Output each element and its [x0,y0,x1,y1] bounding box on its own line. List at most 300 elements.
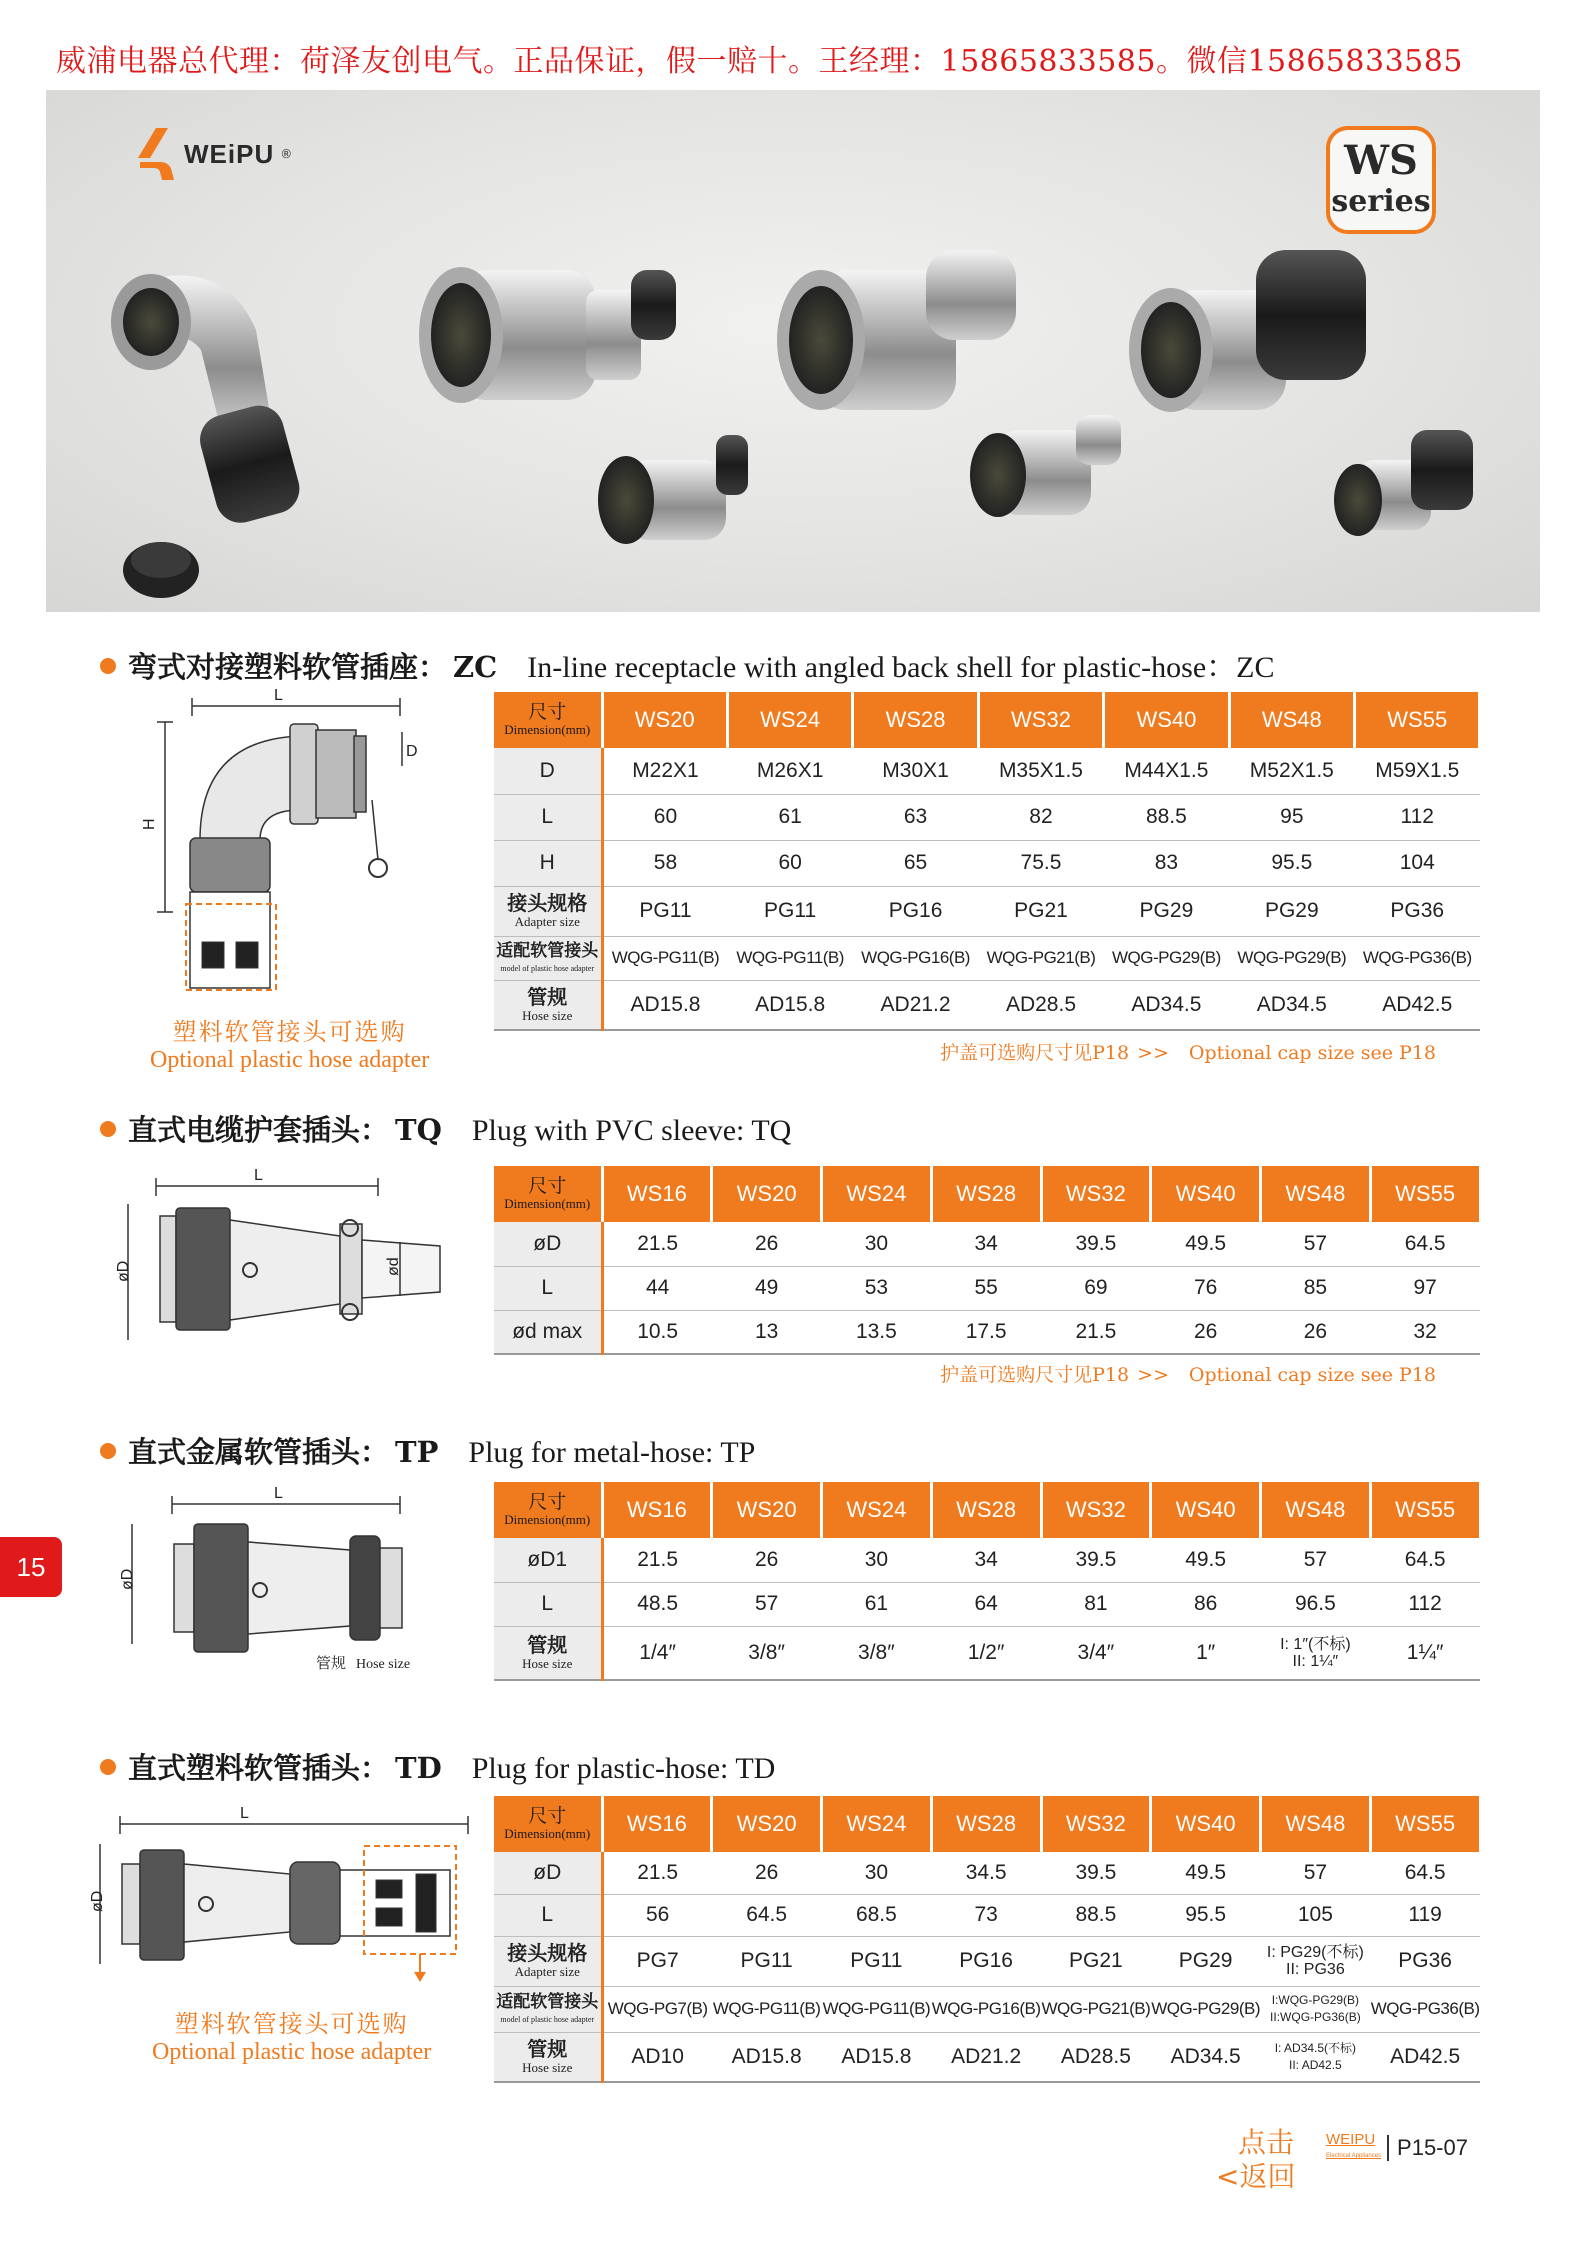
table-cell: 88.5 [1104,794,1229,840]
row-label [494,2032,602,2082]
page-number-tab: 15 [0,1537,62,1597]
table-cell: AD42.5 [1355,980,1480,1030]
header-label-en: Dimension(mm) [504,1826,591,1841]
table-cell: 34.5 [931,1852,1041,1894]
header-label-cn: 尺寸 [528,1806,567,1827]
footer-brand [1326,2132,1468,2164]
table-cell: PG16 [931,1936,1041,1986]
ws-series-badge [1326,126,1436,234]
column-header: WS16 [602,1166,712,1222]
table-cell: 30 [822,1538,932,1582]
row-label-main: 接头规格 [507,1943,588,1965]
table-row [494,2032,1480,2082]
table-cell: 75.5 [978,840,1103,886]
column-header: WS20 [712,1482,822,1538]
table-cell: 73 [931,1894,1041,1936]
table-cell: PG16 [853,886,978,936]
table-cell: 112 [1370,1582,1480,1626]
dim-label-od: øD [89,1890,106,1912]
footer-brand-text: WEIPU [1326,2131,1376,2148]
row-label [494,1936,602,1986]
row-label-main: 管规 [527,1634,568,1657]
table-row [494,1936,1480,1986]
dim-label-od: øD [119,1568,136,1590]
table-cell [1261,1936,1371,1986]
table-cell: 86 [1151,1582,1261,1626]
table-row [494,748,1480,794]
row-label-main: D [539,758,555,782]
table-cell: WQG-PG36(B) [1355,936,1480,980]
column-header: WS28 [931,1482,1041,1538]
table-cell: 21.5 [1041,1310,1151,1354]
table-cell: 1¼″ [1370,1626,1480,1680]
table-cell: PG36 [1355,886,1480,936]
table-cell [1261,2032,1371,2082]
column-header: WS24 [822,1166,932,1222]
section-title-code: TD [395,1751,442,1785]
table-cell: 3/8″ [822,1626,932,1680]
table-cell: 34 [931,1222,1041,1266]
table-cell: 34 [931,1538,1041,1582]
table-cell: 61 [727,794,852,840]
tq-dimension-drawing [100,1164,460,1354]
table-cell: WQG-PG29(B) [1229,936,1354,980]
tp-dimension-drawing [110,1484,450,1674]
row-label-sub: Hose size [522,1655,573,1671]
row-label-sub: Adapter size [514,914,580,929]
table-row [494,1852,1480,1894]
table-cell: M22X1 [602,748,727,794]
table-cell: 112 [1355,794,1480,840]
tq-cap-note [940,1360,1436,1387]
table-cell: 1″ [1151,1626,1261,1680]
table-cell: 49 [712,1266,822,1310]
table-cell: WQG-PG29(B) [1104,936,1229,980]
table-cell: 64.5 [1370,1852,1480,1894]
table-cell: PG21 [1041,1936,1151,1986]
row-label [494,1310,602,1354]
table-cell: 17.5 [931,1310,1041,1354]
row-label-main: øD1 [527,1547,568,1571]
table-row [494,840,1480,886]
table-cell: PG11 [822,1936,932,1986]
table-row [494,980,1480,1030]
table-cell: 39.5 [1041,1852,1151,1894]
column-header: WS24 [822,1796,932,1852]
row-label-sub: model of plastic hose adapter [500,964,595,973]
table-cell: 63 [853,794,978,840]
row-label [494,1538,602,1582]
table-cell: 57 [1261,1222,1371,1266]
table-cell: AD15.8 [727,980,852,1030]
table-row [494,1538,1480,1582]
row-label [494,794,602,840]
table-cell: AD34.5 [1104,980,1229,1030]
row-label [494,1986,602,2032]
hose-size-label-en: Hose size [356,1657,411,1672]
column-header: WS40 [1151,1166,1261,1222]
table-cell: 64 [931,1582,1041,1626]
cell-line-2: II: PG36 [1286,1961,1345,1978]
cap-note-cn: 护盖可选购尺寸见P18 [940,1042,1130,1064]
table-cell: 26 [712,1222,822,1266]
column-header: WS32 [1041,1166,1151,1222]
table-cell: 13 [712,1310,822,1354]
table-cell [1261,1986,1371,2032]
section-title-cn: 弯式对接塑料软管插座： [128,650,448,684]
table-cell: PG11 [727,886,852,936]
column-header: WS28 [853,692,978,748]
row-label-main: H [539,851,555,874]
table-cell: PG21 [978,886,1103,936]
table-cell: M44X1.5 [1104,748,1229,794]
row-label-main: 管规 [527,2038,568,2061]
table-cell: 39.5 [1041,1538,1151,1582]
column-header: WS32 [1041,1796,1151,1852]
column-header: WS32 [1041,1482,1151,1538]
tq-spec-table [494,1166,1482,1355]
header-label-en: Dimension(mm) [504,1512,591,1527]
column-header: WS20 [712,1796,822,1852]
column-header: WS24 [822,1482,932,1538]
header-label-cn: 尺寸 [528,702,567,723]
row-label-main: L [541,1276,554,1299]
table-cell: 21.5 [602,1538,712,1582]
column-header: WS55 [1370,1796,1480,1852]
table-row [494,886,1480,936]
column-header: WS24 [727,692,852,748]
column-header: WS40 [1104,692,1229,748]
table-cell: PG29 [1229,886,1354,936]
dim-label-h: H [141,818,158,830]
table-cell: 64.5 [1370,1222,1480,1266]
zc-dimension-drawing [140,680,418,1000]
table-cell: 39.5 [1041,1222,1151,1266]
column-header: WS48 [1229,692,1354,748]
column-header: WS40 [1151,1796,1261,1852]
hero-photo [46,90,1540,612]
cell-line-1: I: 1″(不标) [1280,1635,1351,1653]
back-link-line1[interactable]: 点击 [1238,2126,1295,2159]
table-cell: 96.5 [1261,1582,1371,1626]
table-cell: 1/2″ [931,1626,1041,1680]
table-cell: PG7 [602,1936,712,1986]
table-cell: 21.5 [602,1852,712,1894]
table-cell: 3/4″ [1041,1626,1151,1680]
table-cell: 61 [822,1582,932,1626]
row-label [494,936,602,980]
cap-note-en: Optional cap size see P18 [1188,1364,1436,1386]
footer-brand-subtitle: Electrical Appliances [1326,2153,1382,2159]
table-cell: 76 [1151,1266,1261,1310]
dim-label-l: L [254,1167,263,1184]
table-row [494,1986,1480,2032]
table-cell: AD34.5 [1151,2032,1261,2082]
table-cell: 64.5 [712,1894,822,1936]
table-cell: WQG-PG11(B) [822,1986,932,2032]
row-label [494,1852,602,1894]
table-cell: 26 [1151,1310,1261,1354]
header-label-cn: 尺寸 [528,1176,567,1197]
table-cell: M26X1 [727,748,852,794]
row-label [494,1266,602,1310]
optional-note-en: Optional plastic hose adapter [152,2039,432,2065]
row-label-main: 接头规格 [507,893,588,915]
footer-page-number: P15-07 [1397,2135,1468,2160]
hose-size-label-cn: 管规 [316,1655,347,1672]
row-label-sub: Hose size [522,2059,573,2075]
table-cell: AD15.8 [712,2032,822,2082]
footer-divider [1387,2135,1389,2161]
table-cell: WQG-PG7(B) [602,1986,712,2032]
dim-label-l: L [274,687,283,704]
row-label [494,748,602,794]
table-cell: M59X1.5 [1355,748,1480,794]
table-cell: PG36 [1370,1936,1480,1986]
column-header: WS55 [1370,1482,1480,1538]
tp-spec-table [494,1482,1482,1681]
column-header: WS20 [602,692,727,748]
table-cell: AD42.5 [1370,2032,1480,2082]
table-cell: WQG-PG16(B) [931,1986,1041,2032]
column-header: WS28 [931,1796,1041,1852]
table-cell: 26 [712,1538,822,1582]
table-cell: WQG-PG16(B) [853,936,978,980]
table-cell: 3/8″ [712,1626,822,1680]
section-title-en: Plug for plastic-hose: TD [471,1752,776,1785]
table-cell: 85 [1261,1266,1371,1310]
table-cell: 64.5 [1370,1538,1480,1582]
table-cell: AD10 [602,2032,712,2082]
table-cell: 10.5 [602,1310,712,1354]
table-cell: AD28.5 [1041,2032,1151,2082]
bullet-dot-icon [100,1443,116,1459]
row-label [494,1626,602,1680]
cap-note-en: Optional cap size see P18 [1188,1042,1436,1064]
header-label-cn: 尺寸 [528,1492,567,1513]
section-title-code: TP [395,1435,439,1469]
optional-note-cn: 塑料软管接头可选购 [174,2010,409,2038]
table-cell: 21.5 [602,1222,712,1266]
table-row [494,1222,1480,1266]
column-header: WS40 [1151,1482,1261,1538]
cell-line-1: I: AD34.5(不标) [1274,2040,1357,2055]
table-cell: 30 [822,1852,932,1894]
row-label-main: L [541,1592,554,1615]
cap-note-arrow-icon: >> [1137,1364,1169,1386]
row-label [494,1894,602,1936]
table-cell: AD15.8 [822,2032,932,2082]
table-cell: AD34.5 [1229,980,1354,1030]
header-label-en: Dimension(mm) [504,1196,591,1211]
column-header: WS32 [978,692,1103,748]
dim-label-small-od: ød [385,1257,402,1276]
bullet-dot-icon [100,1759,116,1775]
row-label-main: L [541,1903,554,1926]
row-label [494,886,602,936]
table-cell: WQG-PG11(B) [602,936,727,980]
table-cell: 57 [1261,1538,1371,1582]
td-optional-adapter-note [152,2004,431,2066]
row-label-main: ød max [512,1319,583,1343]
weipu-logo [138,128,292,180]
table-cell: 32 [1370,1310,1480,1354]
row-label-main: øD [533,1231,562,1255]
section-title-en: In-line receptacle with angled back shell for plastic-hose：ZC [527,651,1275,684]
table-cell: 13.5 [822,1310,932,1354]
table-cell: AD28.5 [978,980,1103,1030]
footer-brand-name [1326,2132,1381,2164]
logo-mark-icon [138,128,178,180]
bullet-dot-icon [100,658,116,674]
table-cell: 82 [978,794,1103,840]
cell-line-2: II: AD42.5 [1289,2057,1342,2072]
cap-note-arrow-icon: >> [1137,1042,1169,1064]
table-cell: 58 [602,840,727,886]
row-label [494,1222,602,1266]
section-title-code: TQ [395,1113,442,1147]
section-title-en: Plug with PVC sleeve: TQ [471,1114,792,1147]
td-dimension-drawing [80,1800,480,2000]
table-cell: PG29 [1104,886,1229,936]
cell-line-2: II:WQG-PG36(B) [1270,2010,1361,2024]
row-label-sub: model of plastic hose adapter [500,2015,595,2024]
table-header-label [494,1482,602,1538]
dim-label-od: øD [115,1260,132,1282]
logo-registered: ® [280,147,293,161]
table-cell: 83 [1104,840,1229,886]
column-header: WS48 [1261,1796,1371,1852]
table-cell: 26 [712,1852,822,1894]
bullet-dot-icon [100,1121,116,1137]
table-cell: AD15.8 [602,980,727,1030]
table-cell: 95 [1229,794,1354,840]
table-cell: 68.5 [822,1894,932,1936]
table-row [494,794,1480,840]
table-cell: AD21.2 [931,2032,1041,2082]
back-link-line2[interactable]: <返回 [1216,2160,1296,2193]
table-cell: 60 [602,794,727,840]
series-badge-title: WS [1344,137,1418,184]
row-label-main: 管规 [527,986,568,1009]
table-cell: 49.5 [1151,1222,1261,1266]
table-header-label [494,692,602,748]
table-cell: 95.5 [1151,1894,1261,1936]
table-cell: 119 [1370,1894,1480,1936]
series-badge-subtitle: series [1331,184,1431,219]
column-header: WS28 [931,1166,1041,1222]
zc-spec-table [494,692,1481,1031]
column-header: WS48 [1261,1482,1371,1538]
top-banner: 威浦电器总代理：荷泽友创电气。正品保证，假一赔十。王经理：15865833585。微信15865833585 [56,44,1463,79]
table-cell: M30X1 [853,748,978,794]
zc-optional-adapter-note [150,1012,429,1074]
row-label [494,980,602,1030]
section-title-cn: 直式塑料软管插头： [128,1751,390,1785]
table-cell: WQG-PG36(B) [1370,1986,1480,2032]
header-label-en: Dimension(mm) [504,722,591,737]
table-row [494,936,1480,980]
table-cell: M35X1.5 [978,748,1103,794]
optional-note-cn: 塑料软管接头可选购 [172,1018,407,1046]
column-header: WS55 [1355,692,1480,748]
table-cell: PG11 [602,886,727,936]
table-cell: 57 [1261,1852,1371,1894]
table-cell: WQG-PG21(B) [978,936,1103,980]
table-header-label [494,1796,602,1852]
table-cell: 49.5 [1151,1538,1261,1582]
row-label-main: 适配软管接头 [496,941,599,960]
table-row [494,1894,1480,1936]
table-cell: PG29 [1151,1936,1261,1986]
table-cell: WQG-PG29(B) [1151,1986,1261,2032]
dim-label-d: D [406,743,418,760]
column-header: WS48 [1261,1166,1371,1222]
cell-line-1: I:WQG-PG29(B) [1271,1993,1360,2007]
cell-line-1: I: PG29(不标) [1266,1944,1364,1961]
row-label-main: L [541,805,554,828]
row-label [494,1582,602,1626]
table-cell: 65 [853,840,978,886]
table-cell [1261,1626,1371,1680]
table-header-label [494,1166,602,1222]
column-header: WS16 [602,1796,712,1852]
dim-label-l: L [240,1805,249,1822]
table-cell: 44 [602,1266,712,1310]
table-row [494,1310,1480,1354]
table-cell: 57 [712,1582,822,1626]
column-header: WS55 [1370,1166,1480,1222]
row-label-sub: Adapter size [514,1964,580,1979]
table-cell: 95.5 [1229,840,1354,886]
back-link[interactable] [1216,2126,1295,2194]
table-cell: 26 [1261,1310,1371,1354]
table-cell: 1/4″ [602,1626,712,1680]
table-row [494,1626,1480,1680]
table-cell: 88.5 [1041,1894,1151,1936]
table-cell: 55 [931,1266,1041,1310]
dim-label-l: L [274,1485,283,1502]
table-cell: 30 [822,1222,932,1266]
section-title-en: Plug for metal-hose: TP [468,1436,756,1469]
zc-cap-note [940,1038,1436,1065]
table-cell: 53 [822,1266,932,1310]
table-cell: 56 [602,1894,712,1936]
section-title-cn: 直式电缆护套插头： [128,1113,390,1147]
column-header: WS20 [712,1166,822,1222]
table-cell: AD21.2 [853,980,978,1030]
row-label-main: 适配软管接头 [496,1992,599,2011]
table-cell: WQG-PG11(B) [727,936,852,980]
table-cell: M52X1.5 [1229,748,1354,794]
section-title-td [100,1746,775,1787]
table-cell: PG11 [712,1936,822,1986]
row-label [494,840,602,886]
td-spec-table [494,1796,1482,2083]
table-cell: 60 [727,840,852,886]
table-cell: 105 [1261,1894,1371,1936]
cap-note-cn: 护盖可选购尺寸见P18 [940,1364,1130,1386]
column-header: WS16 [602,1482,712,1538]
table-cell: 48.5 [602,1582,712,1626]
table-cell: 104 [1355,840,1480,886]
section-title-tp [100,1430,755,1471]
table-cell: 81 [1041,1582,1151,1626]
table-row [494,1582,1480,1626]
table-cell: 97 [1370,1266,1480,1310]
row-label-sub: Hose size [522,1007,573,1023]
logo-text: WEiPU [184,138,275,169]
